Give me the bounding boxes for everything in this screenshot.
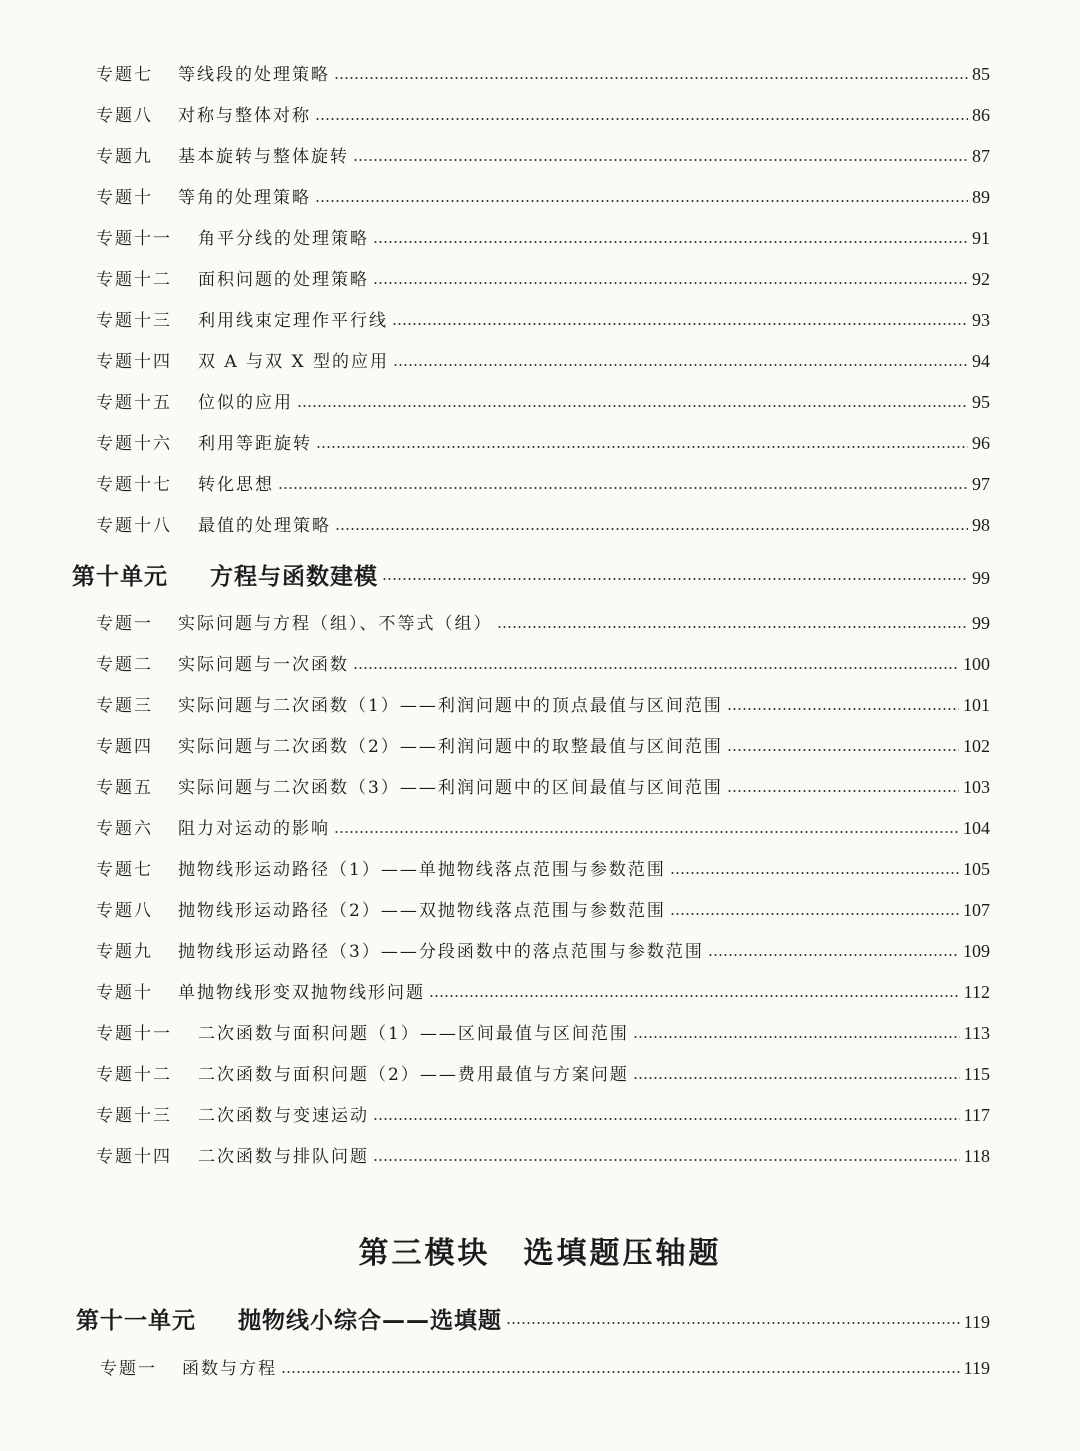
toc-entry[interactable]: [96, 773, 990, 803]
toc-entry[interactable]: [96, 224, 990, 254]
topic-label: 专题七: [96, 860, 153, 880]
page-number: 99: [972, 613, 990, 633]
topic-title: 利用线束定理作平行线: [198, 311, 388, 331]
page-number: 118: [963, 1146, 990, 1166]
topic-title: 面积问题的处理策略: [198, 270, 369, 290]
topic-title: 二次函数与面积问题（2）——费用最值与方案问题: [198, 1065, 629, 1085]
topic-label: 专题十一: [96, 229, 172, 249]
topic-title: 基本旋转与整体旋转: [178, 147, 349, 167]
page-number: 98: [972, 515, 990, 535]
dot-leader: [373, 1158, 960, 1162]
toc-entry[interactable]: [96, 732, 990, 762]
dot-leader: [392, 322, 968, 326]
page-number: 91: [972, 228, 990, 248]
page-number: 105: [963, 859, 990, 879]
topic-title: 实际问题与一次函数: [178, 655, 349, 675]
toc-entry[interactable]: [96, 306, 990, 336]
page-number: 102: [963, 736, 990, 756]
toc-entry[interactable]: [96, 978, 990, 1008]
topic-title: 双 A 与双 X 型的应用: [198, 352, 389, 372]
topic-title: 等角的处理策略: [178, 188, 311, 208]
dot-leader: [278, 486, 968, 490]
topic-label: 专题二: [96, 655, 153, 675]
topic-label: 专题十三: [96, 311, 172, 331]
dot-leader: [393, 363, 968, 367]
topic-label: 专题一: [100, 1359, 157, 1379]
page-number: 113: [963, 1023, 990, 1043]
dot-leader: [335, 527, 968, 531]
topic-title: 实际问题与二次函数（1）——利润问题中的顶点最值与区间范围: [178, 696, 723, 716]
toc-entry[interactable]: [96, 1101, 990, 1131]
page-number: 97: [972, 474, 990, 494]
page-number: 95: [972, 392, 990, 412]
page-number: 85: [972, 64, 990, 84]
topic-label: 专题十二: [96, 1065, 172, 1085]
toc-entry[interactable]: [96, 609, 990, 639]
dot-leader: [506, 1321, 960, 1325]
topic-label: 专题八: [96, 106, 153, 126]
topic-title: 二次函数与变速运动: [198, 1106, 369, 1126]
toc-entry[interactable]: [96, 429, 990, 459]
dot-leader: [353, 666, 959, 670]
page-number: 86: [972, 105, 990, 125]
toc-entry[interactable]: [96, 1142, 990, 1172]
topic-label: 专题十八: [96, 516, 172, 536]
dot-leader: [373, 1117, 960, 1121]
dot-leader: [708, 953, 959, 957]
topic-label: 专题十: [96, 983, 153, 1003]
dot-leader: [429, 994, 960, 998]
topic-title: 等线段的处理策略: [178, 65, 330, 85]
dot-leader: [315, 117, 968, 121]
dot-leader: [633, 1076, 960, 1080]
dot-leader: [316, 445, 968, 449]
page-number: 109: [963, 941, 990, 961]
unit-label: 第十单元: [72, 564, 168, 590]
topic-label: 专题十五: [96, 393, 172, 413]
toc-entry[interactable]: [96, 511, 990, 541]
page-number: 119: [963, 1312, 990, 1332]
topic-label: 专题十七: [96, 475, 172, 495]
toc-entry[interactable]: [96, 101, 990, 131]
toc-entry[interactable]: [100, 1354, 990, 1384]
topic-title: 角平分线的处理策略: [198, 229, 369, 249]
topic-title: 利用等距旋转: [198, 434, 312, 454]
toc-entry[interactable]: [96, 142, 990, 172]
page-number: 117: [963, 1105, 990, 1125]
dot-leader: [373, 281, 968, 285]
dot-leader: [281, 1370, 960, 1374]
dot-leader: [373, 240, 968, 244]
toc-entry[interactable]: [96, 265, 990, 295]
toc-entry[interactable]: [96, 1060, 990, 1090]
topic-label: 专题三: [96, 696, 153, 716]
toc-entry[interactable]: [96, 347, 990, 377]
topic-title: 函数与方程: [182, 1359, 277, 1379]
topic-label: 专题九: [96, 942, 153, 962]
toc-entry[interactable]: [96, 388, 990, 418]
page-number: 115: [963, 1064, 990, 1084]
page-number: 94: [972, 351, 990, 371]
topic-label: 专题十四: [96, 1147, 172, 1167]
topic-label: 专题十六: [96, 434, 172, 454]
topic-title: 二次函数与面积问题（1）——区间最值与区间范围: [198, 1024, 629, 1044]
topic-title: 最值的处理策略: [198, 516, 331, 536]
page-number: 104: [963, 818, 990, 838]
toc-entry[interactable]: [96, 691, 990, 721]
topic-label: 专题十四: [96, 352, 172, 372]
topic-title: 实际问题与二次函数（2）——利润问题中的取整最值与区间范围: [178, 737, 723, 757]
page-number: 107: [963, 900, 990, 920]
topic-label: 专题六: [96, 819, 153, 839]
topic-label: 专题十: [96, 188, 153, 208]
topic-title: 实际问题与方程（组）、不等式（组）: [178, 614, 493, 634]
unit-heading[interactable]: [72, 558, 990, 594]
page-number: 93: [972, 310, 990, 330]
toc-entry[interactable]: [96, 183, 990, 213]
topic-label: 专题一: [96, 614, 153, 634]
topic-title: 单抛物线形变双抛物线形问题: [178, 983, 425, 1003]
topic-label: 专题九: [96, 147, 153, 167]
topic-title: 抛物线形运动路径（1）——单抛物线落点范围与参数范围: [178, 860, 666, 880]
dot-leader: [727, 707, 959, 711]
dot-leader: [670, 871, 959, 875]
toc-entry[interactable]: [96, 937, 990, 967]
toc-entry[interactable]: [96, 855, 990, 885]
topic-label: 专题十二: [96, 270, 172, 290]
page-number: 87: [972, 146, 990, 166]
page-number: 103: [963, 777, 990, 797]
page-number: 99: [972, 568, 990, 588]
page-number: 92: [972, 269, 990, 289]
page-number: 112: [963, 982, 990, 1002]
unit-title: 方程与函数建模: [210, 564, 378, 590]
dot-leader: [382, 577, 968, 581]
toc-entry[interactable]: [96, 814, 990, 844]
topic-label: 专题四: [96, 737, 153, 757]
topic-title: 对称与整体对称: [178, 106, 311, 126]
page-number: 119: [963, 1358, 990, 1378]
topic-label: 专题七: [96, 65, 153, 85]
toc-entry[interactable]: [96, 470, 990, 500]
topic-title: 抛物线形运动路径（3）——分段函数中的落点范围与参数范围: [178, 942, 704, 962]
unit-title: 抛物线小综合——选填题: [238, 1308, 502, 1334]
toc-entry[interactable]: [96, 650, 990, 680]
dot-leader: [334, 830, 959, 834]
topic-label: 专题十三: [96, 1106, 172, 1126]
unit-heading[interactable]: [76, 1302, 990, 1338]
unit-label: 第十一单元: [76, 1308, 196, 1334]
topic-title: 实际问题与二次函数（3）——利润问题中的区间最值与区间范围: [178, 778, 723, 798]
topic-title: 转化思想: [198, 475, 274, 495]
dot-leader: [353, 158, 968, 162]
dot-leader: [670, 912, 959, 916]
page-number: 89: [972, 187, 990, 207]
topic-title: 阻力对运动的影响: [178, 819, 330, 839]
topic-title: 抛物线形运动路径（2）——双抛物线落点范围与参数范围: [178, 901, 666, 921]
toc-entry[interactable]: [96, 1019, 990, 1049]
topic-title: 二次函数与排队问题: [198, 1147, 369, 1167]
toc-entry[interactable]: [96, 60, 990, 90]
page-number: 101: [963, 695, 990, 715]
dot-leader: [497, 625, 969, 629]
topic-label: 专题八: [96, 901, 153, 921]
toc-entry[interactable]: [96, 896, 990, 926]
dot-leader: [334, 76, 968, 80]
page-number: 100: [963, 654, 990, 674]
topic-label: 专题五: [96, 778, 153, 798]
topic-title: 位似的应用: [198, 393, 293, 413]
dot-leader: [297, 404, 968, 408]
topic-label: 专题十一: [96, 1024, 172, 1044]
dot-leader: [727, 789, 959, 793]
page-number: 96: [972, 433, 990, 453]
dot-leader: [633, 1035, 960, 1039]
dot-leader: [727, 748, 959, 752]
module-heading: 第三模块 选填题压轴题: [358, 1236, 722, 1271]
dot-leader: [315, 199, 968, 203]
